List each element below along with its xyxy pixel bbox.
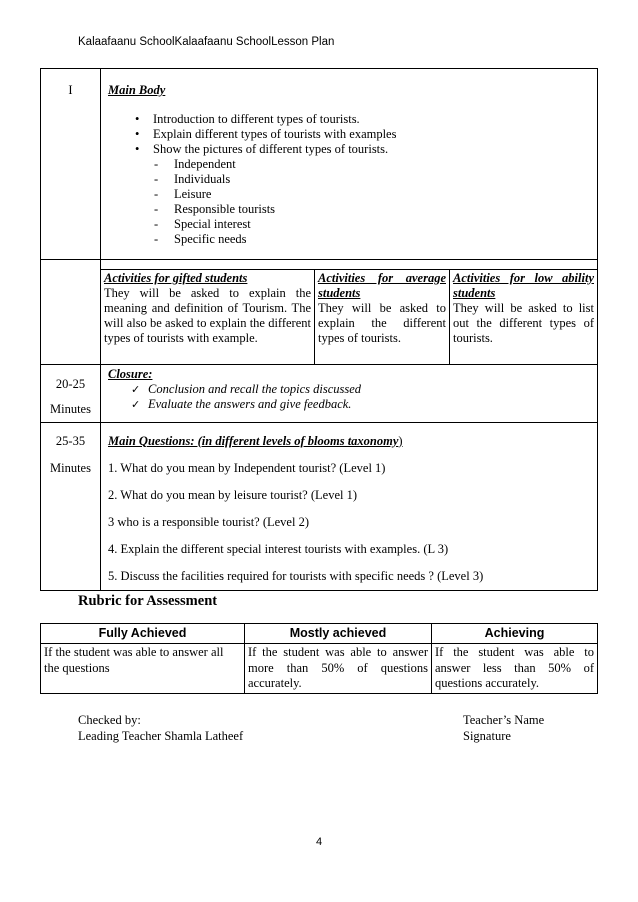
activity-low-ability <box>450 270 598 364</box>
question-item: 1. What do you mean by Independent tourist? (Level 1) <box>108 460 386 475</box>
page-number: 4 <box>315 836 323 848</box>
main-body-title: Main Body <box>108 83 166 97</box>
question-item: 2. What do you mean by leisure tourist? (Level 1) <box>108 487 358 502</box>
checked-by-label: Checked by: <box>78 713 141 727</box>
list-item: - Responsible tourists <box>174 202 593 217</box>
questions-time: 25-35 <box>55 433 86 448</box>
rubric-cell: If the student was able to answer less than 50% of questions accurately. <box>432 644 598 694</box>
list-item: - Independent <box>174 157 593 172</box>
rubric-table <box>40 623 598 694</box>
rubric-header: Achieving <box>432 624 598 644</box>
closure-list <box>108 382 593 412</box>
closure-time-cell <box>41 364 101 422</box>
tourist-types-list <box>108 157 593 247</box>
signoff-left <box>78 713 243 744</box>
activity-text: They will be asked to list out the different types of tourists. <box>453 301 594 345</box>
signature-label: Signature <box>463 728 511 743</box>
list-item: - Leisure <box>174 187 593 202</box>
activities-time <box>41 260 101 365</box>
page-header: Kalaafaanu SchoolKalaafaanu SchoolLesson Plan <box>78 36 335 48</box>
signoff-right <box>463 713 544 744</box>
closure-row <box>41 364 598 422</box>
rubric-header: Fully Achieved <box>41 624 245 644</box>
list-item: • Explain different types of tourists with examples <box>153 127 593 142</box>
list-item: - Specific needs <box>174 232 593 247</box>
list-item: • Introduction to different types of tourists. <box>153 112 593 127</box>
question-item: 4. Explain the different special interest tourists with examples. (L 3) <box>108 541 449 556</box>
list-item: ✓ Conclusion and recall the topics discussed <box>148 382 593 397</box>
closure-title: Closure: <box>108 366 153 381</box>
list-item: - Individuals <box>174 172 593 187</box>
questions-row <box>41 422 598 590</box>
list-item: - Special interest <box>174 217 593 232</box>
closure-cell <box>101 364 598 422</box>
activity-text: They will be asked to explain the different types of tourists. <box>318 301 446 345</box>
list-item: • Show the pictures of different types of tourists. <box>153 142 593 157</box>
rubric-header: Mostly achieved <box>245 624 432 644</box>
rubric-cell: If the student was able to answer all the questions <box>41 644 245 694</box>
rubric-cell: If the student was able to answer more than 50% of questions accurately. <box>245 644 432 694</box>
rubric-header-row <box>41 624 598 644</box>
main-body-row <box>41 69 598 260</box>
teacher-name-label: Teacher’s Name <box>463 713 545 727</box>
activity-heading: Activities for gifted students <box>104 271 248 285</box>
activity-gifted <box>101 270 315 364</box>
lesson-plan-table <box>40 68 598 591</box>
main-body-bullets <box>108 112 593 157</box>
activity-text: They will be asked to explain the meaning and definition of Tourism. The will also be asked to explain the different types of tourists with example. <box>104 286 311 345</box>
activity-heading: Activities for average students <box>318 271 446 300</box>
closure-unit: Minutes <box>50 401 91 416</box>
questions-title: Main Questions: (in different levels of blooms taxonomy) <box>108 433 403 448</box>
question-item: 5. Discuss the facilities required for tourists with specific needs ? (Level 3) <box>108 568 484 583</box>
main-body-time: I <box>41 69 101 260</box>
main-body-cell <box>101 69 598 260</box>
activities-table <box>101 269 597 364</box>
activity-average <box>315 270 450 364</box>
activities-cell <box>101 260 598 365</box>
closure-time: 20-25 <box>55 376 86 391</box>
questions-time-cell <box>41 422 101 590</box>
questions-cell <box>101 422 598 590</box>
rubric-row <box>41 644 598 694</box>
activity-heading: Activities for low ability students <box>453 271 594 300</box>
list-item: ✓ Evaluate the answers and give feedback. <box>148 397 593 412</box>
leading-teacher: Leading Teacher Shamla Latheef <box>78 728 244 743</box>
question-item: 3 who is a responsible tourist? (Level 2) <box>108 514 309 529</box>
rubric-title: Rubric for Assessment <box>78 593 218 609</box>
activities-row <box>41 260 598 365</box>
questions-unit: Minutes <box>50 460 91 475</box>
